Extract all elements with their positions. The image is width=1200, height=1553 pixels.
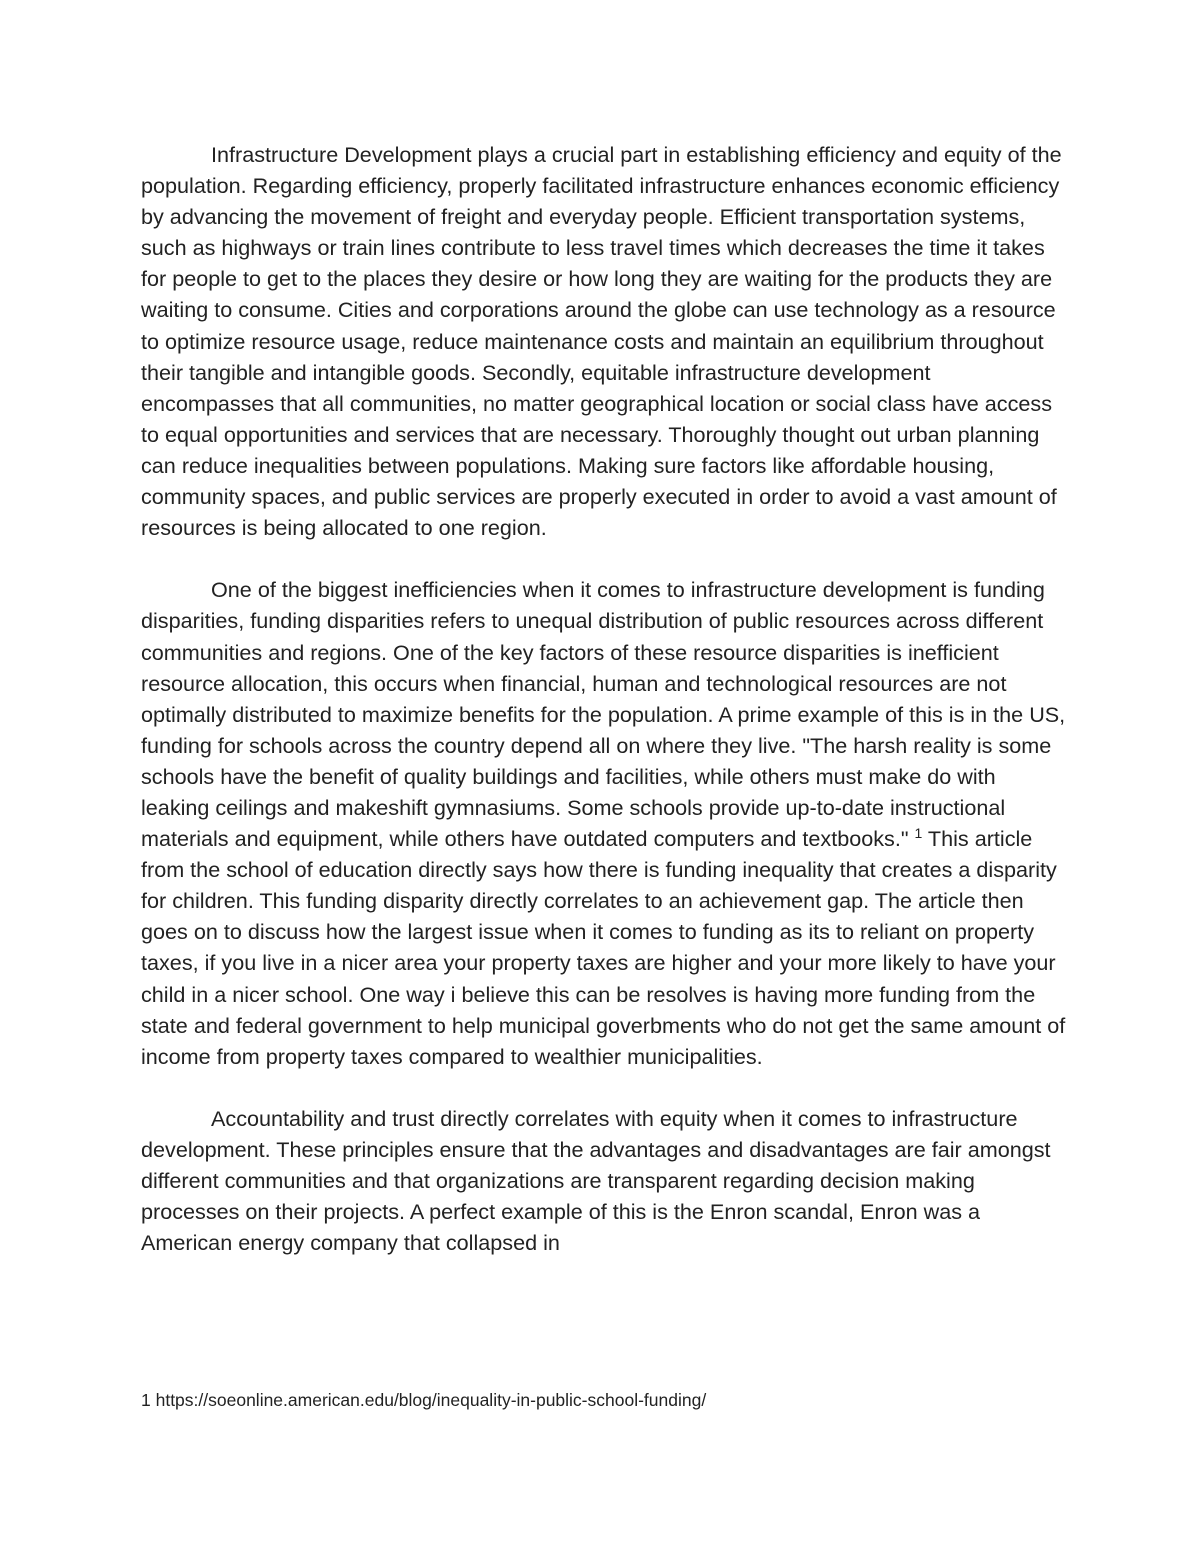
paragraph-text-after-ref: This article from the school of education directly says how there is funding inequality that creates a disparity for children. This funding disparity directly correlates to an achievement gap. The article then goes on to discuss how the largest issue when it comes to funding as its to reliant on property taxes, if you live in a nicer area your property taxes are higher and your more likely to have your child in a nicer school. One way i believe this can be resolves is having more funding from the state and federal government to help municipal goverbments who do not get the same amount of income from property taxes compared to wealthier municipalities. bbox=[141, 826, 1066, 1069]
paragraph-funding-disparities bbox=[141, 574, 1066, 1072]
footnote: 1 https://soeonline.american.edu/blog/inequality-in-public-school-funding/ bbox=[141, 1390, 707, 1410]
paragraph-accountability: Accountability and trust directly correlates with equity when it comes to infrastructure development. These principles ensure that the advantages and disadvantages are fair amongst different communities and that organizations are transparent regarding decision making processes on their projects. A perfect example of this is the Enron scandal, Enron was a American energy company that collapsed in bbox=[141, 1105, 1051, 1256]
paragraph-text-before-ref: One of the biggest inefficiencies when it comes to infrastructure development is funding disparities, funding disparities refers to unequal distribution of public resources across different communities and regions. One of the key factors of these resource disparities is inefficient resource allocation, this occurs when financial, human and technological resources are not optimally distributed to maximize benefits for the population. A prime example of this is in the US, funding for schools across the country depend all on where they live. "The harsh reality is some schools have the benefit of quality buildings and facilities, while others must make do with leaking ceilings and makeshift gymnasiums. Some schools provide up-to-date instructional materials and equipment, while others have outdated computers and textbooks." bbox=[141, 577, 1066, 852]
footnote-reference: 1 bbox=[914, 824, 923, 841]
paragraph-infrastructure: Infrastructure Development plays a crucial part in establishing efficiency and equity of the population. Regarding efficiency, properly facilitated infrastructure enhances economic efficiency by advancing the movement of freight and everyday people. Efficient transportation systems, such as highways or train lines contribute to less travel times which decreases the time it takes for people to get to the places they desire or how long they are waiting for the products they are waiting to consume. Cities and corporations around the globe can use technology as a resource to optimize resource usage, reduce maintenance costs and maintain an equilibrium throughout their tangible and intangible goods. Secondly, equitable infrastructure development encompasses that all communities, no matter geographical location or social class have access to equal opportunities and services that are necessary. Thoroughly thought out urban planning can reduce inequalities between populations. Making sure factors like affordable housing, community spaces, and public services are properly executed in order to avoid a vast amount of resources is being allocated to one region. bbox=[141, 142, 1062, 541]
document-body bbox=[141, 139, 1066, 1289]
